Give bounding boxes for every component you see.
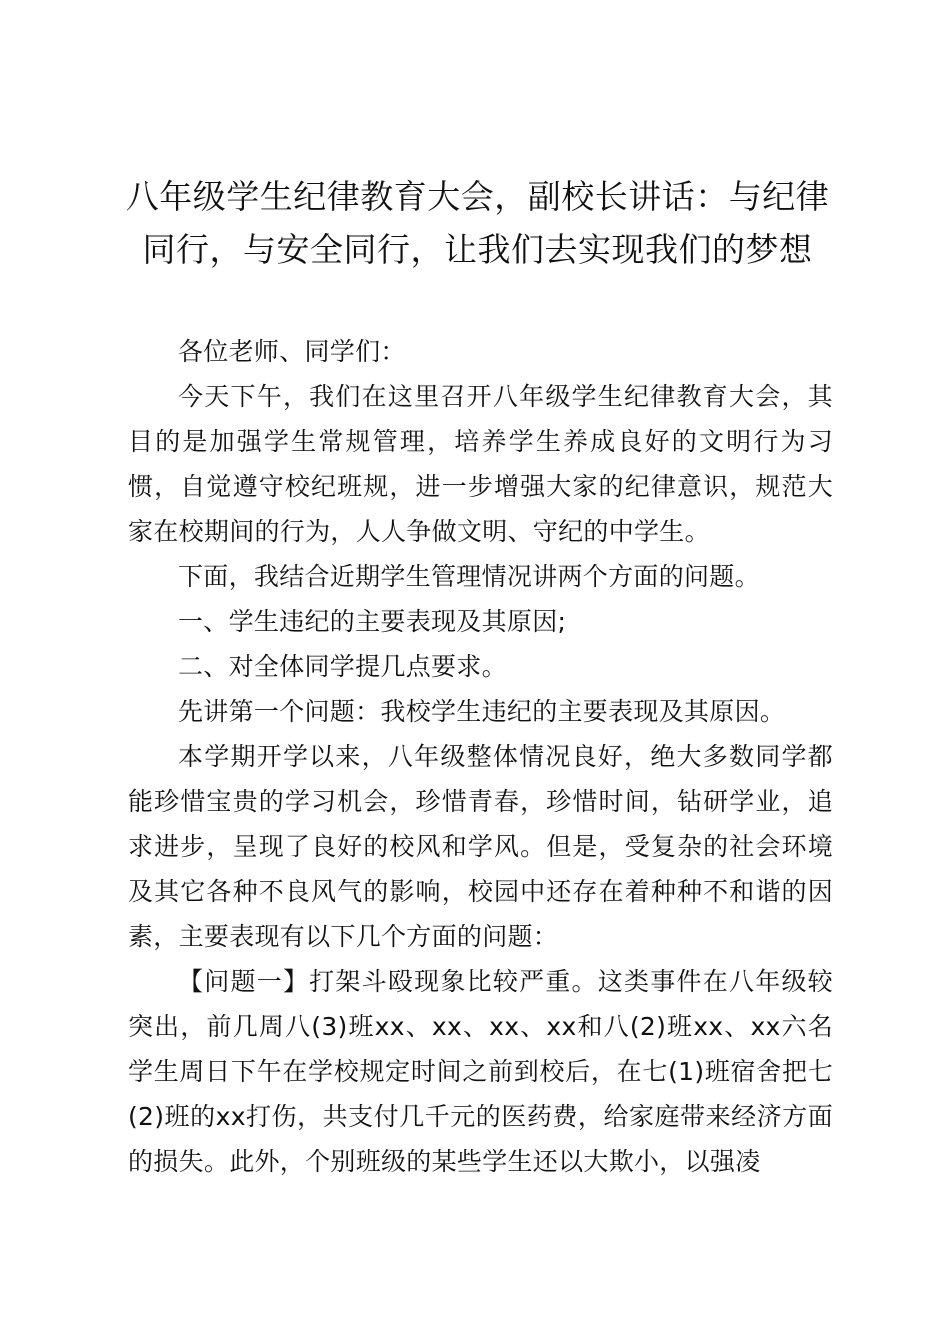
paragraph-intro: 今天下午，我们在这里召开八年级学生纪律教育大会，其目的是加强学生常规管理，培养学生养成良好的文明行为习惯，自觉遵守校纪班规，进一步增强大家的纪律意识，规范大家在校期间的行为，人人争做文明、守纪的中学生。 <box>128 382 833 546</box>
document-title: 八年级学生纪律教育大会，副校长讲话：与纪律同行，与安全同行，让我们去实现我们的梦想 <box>125 177 830 269</box>
paragraph-overview: 本学期开学以来，八年级整体情况良好，绝大多数同学都能珍惜宝贵的学习机会，珍惜青春，珍惜时间，钻研学业，追求进步，呈现了良好的校风和学风。但是，受复杂的社会环境及其它各种不良风气的影响，校园中还存在着种种不和谐的因素，主要表现有以下几个方面的问题： <box>128 742 833 951</box>
paragraph-first-topic: 先讲第一个问题：我校学生违纪的主要表现及其原因。 <box>178 697 786 726</box>
document-body <box>128 329 833 1184</box>
paragraph-salutation: 各位老师、同学们： <box>178 337 406 366</box>
paragraph-point-one: 一、学生违纪的主要表现及其原因; <box>178 607 567 636</box>
paragraph-problem-one: 【问题一】打架斗殴现象比较严重。这类事件在八年级较突出，前几周八(3)班xx、xx、xx、xx和八(2)班xx、xx六名学生周日下午在学校规定时间之前到校后，在七(1)班宿舍把七(2)班的xx打伤，共支付几千元的医药费，给家庭带来经济方面的损失。此外，个别班级的某些学生还以大欺小，以强凌 <box>128 967 833 1176</box>
paragraph-point-two: 二、对全体同学提几点要求。 <box>178 652 507 681</box>
paragraph-outline: 下面，我结合近期学生管理情况讲两个方面的问题。 <box>178 562 760 591</box>
